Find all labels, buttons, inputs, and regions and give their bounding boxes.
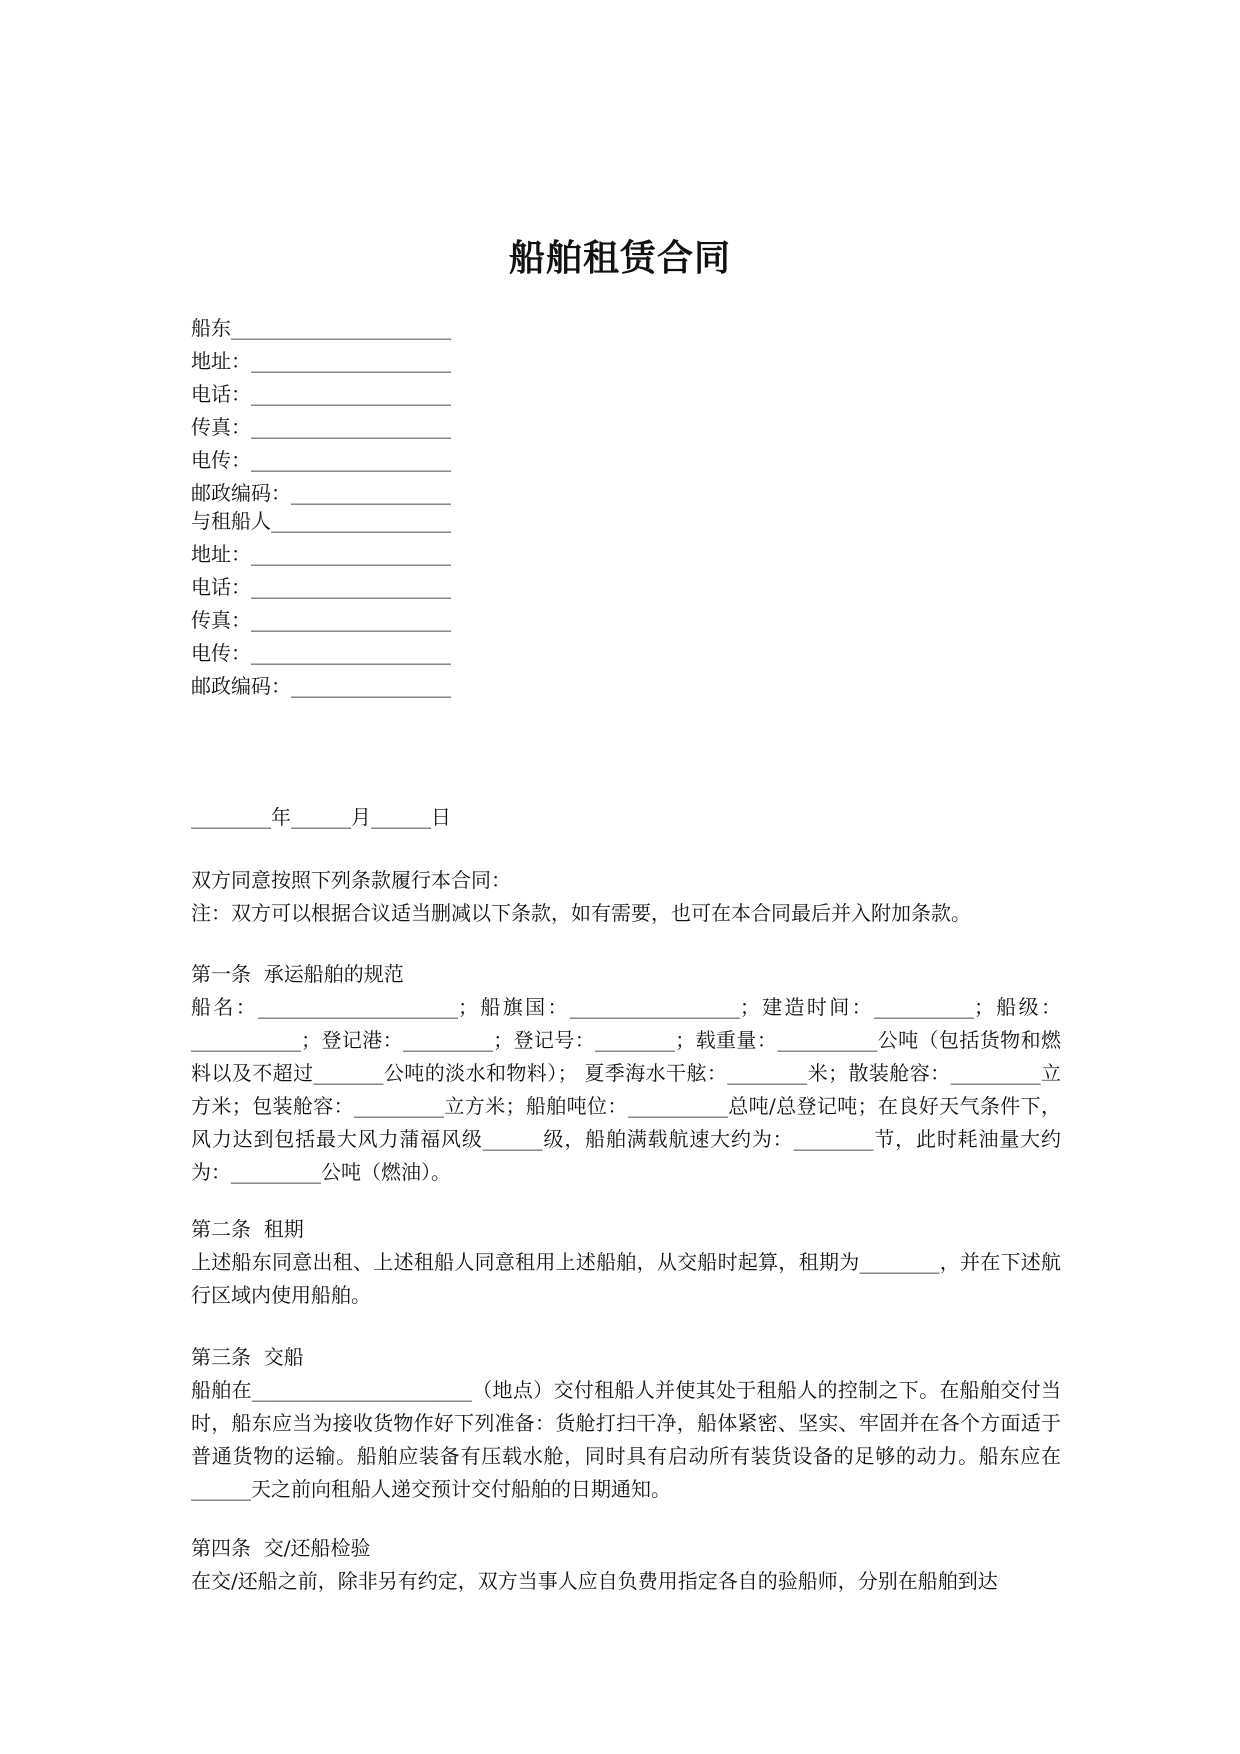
article-2 bbox=[191, 1213, 1061, 1312]
article-heading: 第二条 租期 bbox=[191, 1217, 304, 1241]
charterer-block bbox=[191, 505, 1061, 703]
charterer-postcode-field: 邮政编码：________________ bbox=[191, 674, 451, 698]
charterer-fax-field: 传真：____________________ bbox=[191, 608, 451, 632]
article-heading: 第三条 交船 bbox=[191, 1345, 304, 1369]
intro-block bbox=[191, 864, 1061, 930]
article-body: 船舶在______________________（地点）交付租船人并使其处于租船人的控制之下。在船舶交付当时，船东应当为接收货物作好下列准备：货舱打扫干净，船体紧密、坚实、牢固并在各个方面适于普通货物的运输。船舶应装备有压载水舱，同时具有启动所有装货设备的足够的动力。船东应在______天之前向租船人递交预计交付船舶的日期通知。 bbox=[191, 1378, 1061, 1501]
agreement-note: 注：双方可以根据合议适当删减以下条款，如有需要，也可在本合同最后并入附加条款。 bbox=[191, 901, 971, 925]
article-3 bbox=[191, 1341, 1061, 1506]
shipowner-postcode-field: 邮政编码：________________ bbox=[191, 481, 451, 505]
charterer-name-field: 与租船人__________________ bbox=[191, 509, 451, 533]
article-body: 船名：____________________；船旗国：_________________；建造时间：__________；船级：___________；登记港：_________；登记号：________；载重量：__________公吨（包括货物和燃料以及不超过_______公吨的淡水和物料）； 夏季海水干舷：________米；散装舱容：_________立方米；包装舱容：_________立方米；船舶吨位：__________总吨/总登记吨；在良好天气条件下，风力达到包括最大风力蒲福风级______级，船舶满载航速大约为：________节，此时耗油量大约为：_________公吨（燃油）。 bbox=[191, 995, 1061, 1184]
date-block bbox=[191, 801, 1061, 834]
article-heading: 第四条 交/还船检验 bbox=[191, 1536, 371, 1560]
article-body: 在交/还船之前，除非另有约定，双方当事人应自负费用指定各自的验船师，分别在船舶到达 bbox=[191, 1569, 998, 1593]
agreement-statement: 双方同意按照下列条款履行本合同： bbox=[191, 868, 511, 892]
date-line: ________年______月______日 bbox=[191, 805, 451, 829]
article-4 bbox=[191, 1532, 1061, 1598]
shipowner-name-field: 船东______________________ bbox=[191, 316, 451, 340]
shipowner-telex-field: 电传：____________________ bbox=[191, 448, 451, 472]
article-heading: 第一条 承运船舶的规范 bbox=[191, 962, 404, 986]
shipowner-address-field: 地址：____________________ bbox=[191, 349, 451, 373]
charterer-telex-field: 电传：____________________ bbox=[191, 641, 451, 665]
document-title: 船舶租赁合同 bbox=[508, 237, 731, 279]
charterer-phone-field: 电话：____________________ bbox=[191, 575, 451, 599]
article-1 bbox=[191, 958, 1061, 1189]
shipowner-phone-field: 电话：____________________ bbox=[191, 382, 451, 406]
article-body: 上述船东同意出租、上述租船人同意租用上述船舶，从交船时起算，租期为________，并在下述航行区域内使用船舶。 bbox=[191, 1250, 1061, 1307]
shipowner-fax-field: 传真：____________________ bbox=[191, 415, 451, 439]
charterer-address-field: 地址：____________________ bbox=[191, 542, 451, 566]
shipowner-block bbox=[191, 312, 1061, 510]
